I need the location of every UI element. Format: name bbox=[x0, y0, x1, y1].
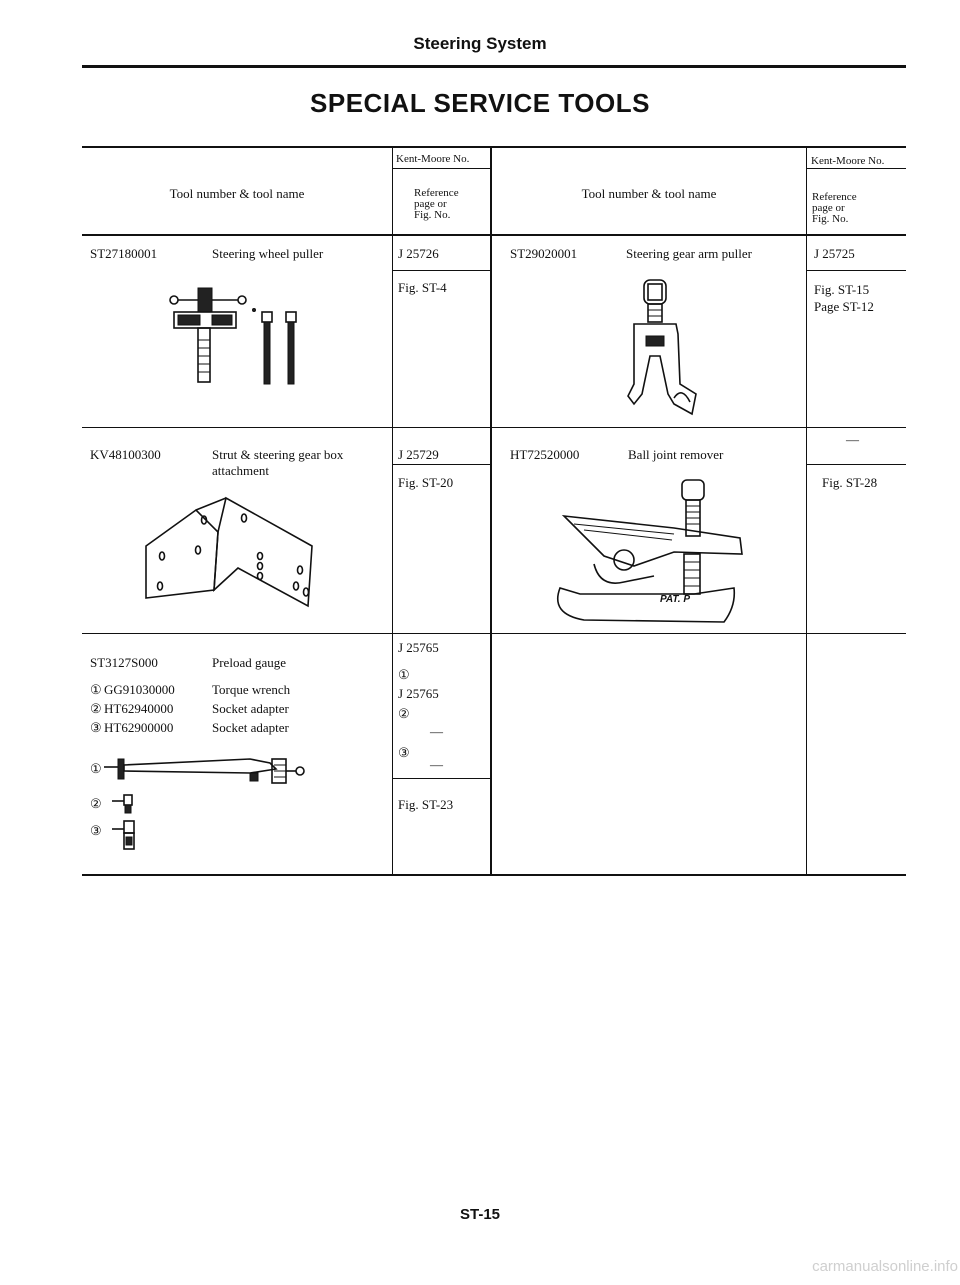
header-rule bbox=[82, 65, 906, 68]
table-top-rule-right bbox=[490, 146, 906, 148]
km-rule-row1-right bbox=[806, 270, 906, 271]
attachment-bracket-illustration bbox=[140, 494, 320, 614]
km-rule-row2-left bbox=[392, 464, 490, 465]
item-name: Socket adapter bbox=[212, 720, 289, 735]
km-item-value: — bbox=[430, 757, 443, 772]
page-number: ST-15 bbox=[459, 1206, 501, 1223]
callout-1: ① bbox=[90, 761, 102, 776]
km-item-marker: ③ bbox=[398, 745, 410, 760]
kent-moore-number: J 25725 bbox=[814, 246, 855, 261]
tool-name-line-1: Strut & steering gear box bbox=[212, 447, 344, 462]
col-line-2 bbox=[490, 146, 492, 875]
callout-3: ③ bbox=[90, 823, 102, 838]
item-number: HT62940000 bbox=[104, 701, 174, 716]
running-head: Steering System bbox=[413, 34, 547, 53]
item-number: HT62900000 bbox=[104, 720, 174, 735]
right-ref-label-2: page or bbox=[812, 202, 845, 214]
watermark: carmanualsonline.info bbox=[812, 1258, 958, 1275]
left-tool-col-header: Tool number & tool name bbox=[169, 186, 305, 201]
reference: Fig. ST-20 bbox=[398, 475, 454, 490]
page-title: SPECIAL SERVICE TOOLS bbox=[310, 88, 650, 118]
kent-moore-number: J 25729 bbox=[398, 447, 439, 462]
km-item-value: — bbox=[430, 724, 443, 739]
patent-label: PAT. P bbox=[660, 594, 690, 605]
reference: Fig. ST-4 bbox=[398, 280, 447, 295]
right-tool-col-header: Tool number & tool name bbox=[581, 186, 717, 201]
kent-moore-number: J 25726 bbox=[398, 246, 439, 261]
km-rule-row3-left bbox=[392, 778, 490, 779]
item-name: Socket adapter bbox=[212, 701, 289, 716]
tool-name-line-2: attachment bbox=[212, 463, 270, 478]
item-marker: ② bbox=[90, 701, 102, 716]
left-ref-label-3: Fig. No. bbox=[414, 209, 451, 221]
km-label-rule-left bbox=[392, 168, 490, 169]
right-ref-label-3: Fig. No. bbox=[812, 213, 849, 225]
right-km-label: Kent-Moore No. bbox=[811, 155, 885, 167]
reference: Fig. ST-28 bbox=[822, 475, 878, 490]
table-bottom-rule bbox=[82, 874, 906, 876]
tool-number: KV48100300 bbox=[90, 447, 161, 462]
kent-moore-number: — bbox=[846, 432, 859, 447]
header-bottom-rule bbox=[82, 234, 906, 236]
km-item-value: J 25765 bbox=[398, 686, 439, 701]
left-ref-label-1: Reference bbox=[414, 187, 459, 199]
km-rule-row1-left bbox=[392, 270, 490, 271]
tool-name: Ball joint remover bbox=[628, 447, 724, 462]
reference-line-2: Page ST-12 bbox=[814, 299, 874, 314]
callout-2: ② bbox=[90, 796, 102, 811]
steering-wheel-puller-illustration bbox=[160, 282, 310, 392]
preload-gauge-illustration bbox=[100, 755, 330, 865]
row-divider-2 bbox=[82, 633, 906, 634]
tool-number: HT72520000 bbox=[510, 447, 580, 462]
tool-number: ST3127S000 bbox=[90, 655, 158, 670]
tool-name: Steering gear arm puller bbox=[626, 246, 752, 261]
km-item-marker: ② bbox=[398, 706, 410, 721]
item-name: Torque wrench bbox=[212, 682, 291, 697]
tool-name: Preload gauge bbox=[212, 655, 287, 670]
tool-name: Steering wheel puller bbox=[212, 246, 324, 261]
left-ref-label-2: page or bbox=[414, 198, 447, 210]
tool-number: ST29020001 bbox=[510, 246, 578, 261]
tool-number: ST27180001 bbox=[90, 246, 158, 261]
reference-line-1: Fig. ST-15 bbox=[814, 282, 870, 297]
item-marker: ① bbox=[90, 682, 102, 697]
table-top-rule-left bbox=[82, 146, 490, 148]
col-line-1 bbox=[392, 146, 393, 875]
item-marker: ③ bbox=[90, 720, 102, 735]
row-divider-1 bbox=[82, 427, 906, 428]
km-item-marker: ① bbox=[398, 667, 410, 682]
right-ref-label-1: Reference bbox=[812, 191, 857, 203]
left-km-label: Kent-Moore No. bbox=[396, 153, 470, 165]
km-rule-row2-right bbox=[806, 464, 906, 465]
ball-joint-remover-illustration bbox=[544, 476, 754, 626]
kent-moore-number: J 25765 bbox=[398, 640, 439, 655]
km-label-rule-right bbox=[806, 168, 906, 169]
col-line-3 bbox=[806, 146, 807, 875]
reference: Fig. ST-23 bbox=[398, 797, 454, 812]
item-number: GG91030000 bbox=[104, 682, 175, 697]
gear-arm-puller-illustration bbox=[610, 274, 710, 424]
